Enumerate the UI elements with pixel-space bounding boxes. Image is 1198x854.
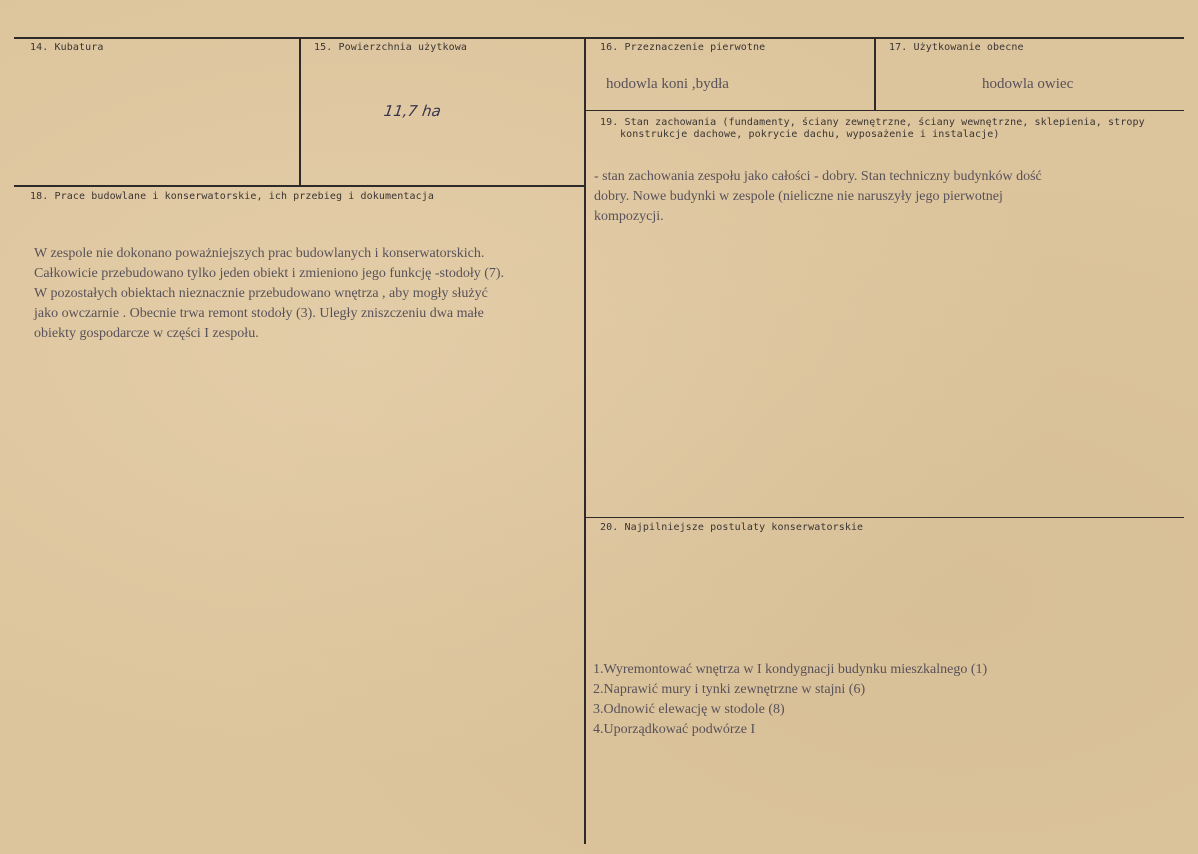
- rule-under-16-17: [585, 110, 1184, 111]
- divider-16-17: [874, 38, 876, 110]
- field-18-line: Całkowicie przebudowano tylko jeden obiekt i zmieniono jego funkcję -stodoły (7).: [34, 266, 505, 281]
- field-18-line: W zespole nie dokonano poważniejszych prac budowlanych i konserwatorskich.: [34, 246, 485, 261]
- field-20-list: [593, 660, 1183, 740]
- field-19-line: - stan zachowania zespołu jako całości - dobry. Stan techniczny budynków dość: [594, 169, 1042, 184]
- field-19-label-cont: konstrukcje dachowe, pokrycie dachu, wyposażenie i instalacje): [620, 129, 1000, 140]
- field-17-label: 17. Użytkowanie obecne: [889, 42, 1024, 53]
- field-16-value: hodowla koni ,bydła: [606, 76, 729, 92]
- field-20-label: 20. Najpilniejsze postulaty konserwatorskie: [600, 522, 864, 533]
- center-divider: [584, 38, 586, 844]
- field-15-label: 15. Powierzchnia użytkowa: [314, 42, 468, 53]
- field-18-line: obiekty gospodarcze w części I zespołu.: [34, 326, 259, 341]
- rule-under-14-15: [14, 185, 586, 187]
- field-17-value: hodowla owiec: [982, 76, 1074, 92]
- field-14-label: 14. Kubatura: [30, 42, 104, 53]
- rule-above-20: [585, 517, 1184, 518]
- divider-14-15: [299, 38, 301, 185]
- field-18-line: W pozostałych obiektach nieznacznie przebudowano wnętrza , aby mogły służyć: [34, 286, 488, 301]
- field-18-label: 18. Prace budowlane i konserwatorskie, ich przebieg i dokumentacja: [30, 191, 434, 202]
- field-16-label: 16. Przeznaczenie pierwotne: [600, 42, 766, 53]
- field-18-text: [34, 244, 582, 344]
- field-19-label: 19. Stan zachowania (fundamenty, ściany zewnętrzne, ściany wewnętrzne, sklepienia, stropy: [600, 117, 1145, 128]
- field-19-text: [594, 167, 1184, 227]
- postulate-item: 3.Odnowić elewację w stodole (8): [593, 702, 785, 717]
- top-rule: [14, 37, 1184, 39]
- postulate-item: 2.Naprawić mury i tynki zewnętrzne w stajni (6): [593, 682, 866, 697]
- field-15-value: 11,7 ha: [382, 102, 443, 120]
- postulate-item: 4.Uporządkować podwórze I: [593, 722, 756, 737]
- field-19-line: kompozycji.: [594, 209, 664, 224]
- field-18-line: jako owczarnie . Obecnie trwa remont stodoły (3). Uległy zniszczeniu dwa małe: [34, 306, 484, 321]
- postulate-item: 1.Wyremontować wnętrza w I kondygnacji budynku mieszkalnego (1): [593, 662, 988, 677]
- field-19-line: dobry. Nowe budynki w zespole (nieliczne nie naruszyły jego pierwotnej: [594, 189, 1003, 204]
